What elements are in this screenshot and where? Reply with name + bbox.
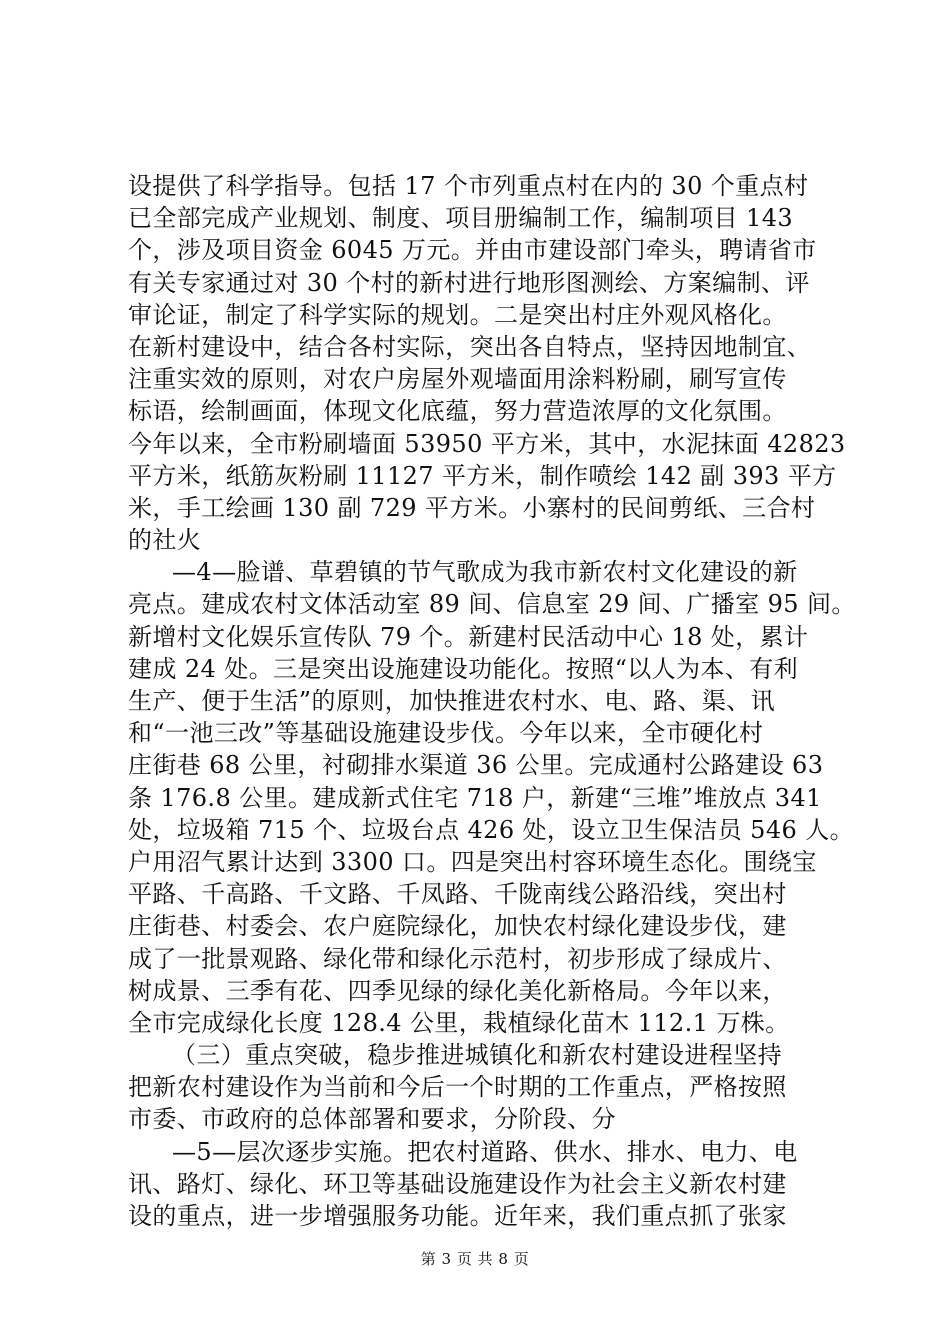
text-line: 标语，绘制画面，体现文化底蕴，努力营造浓厚的文化氛围。 xyxy=(128,397,787,426)
text-line: 讯、路灯、绿化、环卫等基础设施建设作为社会主义新农村建 xyxy=(128,1169,787,1198)
text-line: 设提供了科学指导。包括 17 个市列重点村在内的 30 个重点村 xyxy=(128,172,809,200)
text-line: 新增村文化娱乐宣传队 79 个。新建村民活动中心 18 处，累计 xyxy=(128,622,809,651)
section-heading-line: （三）重点突破，稳步推进城镇化和新农村建设进程坚持 xyxy=(172,1041,782,1070)
text-line: 成了一批景观路、绿化带和绿化示范村，初步形成了绿成片、 xyxy=(128,944,787,973)
text-line: 生产、便于生活”的原则，加快推进农村水、电、路、渠、讯 xyxy=(128,687,776,715)
text-line: 有关专家通过对 30 个村的新村进行地形图测绘、方案编制、评 xyxy=(128,268,810,297)
text-line: 处，垃圾箱 715 个、垃圾台点 426 处，设立卫生保洁员 546 人。 xyxy=(128,815,854,844)
text-line: 个，涉及项目资金 6045 万元。并由市建设部门牵头，聘请省市 xyxy=(128,236,817,265)
text-line: 在新村建设中，结合各村实际，突出各自特点，坚持因地制宜、 xyxy=(128,332,812,361)
text-line: 庄街巷、村委会、农户庭院绿化，加快农村绿化建设步伐，建 xyxy=(128,912,787,941)
page-number-footer: 第 3 页 共 8 页 xyxy=(420,1250,530,1268)
text-line: 全市完成绿化长度 128.4 公里，栽植绿化苗木 112.1 万株。 xyxy=(128,1008,790,1037)
text-line: 注重实效的原则，对农户房屋外观墙面用涂料粉刷，刷写宣传 xyxy=(128,365,787,394)
text-line: 庄街巷 68 公里，衬砌排水渠道 36 公里。完成通村公路建设 63 xyxy=(128,751,824,780)
text-line: 户用沼气累计达到 3300 口。四是突出村容环境生态化。围绕宝 xyxy=(128,847,817,876)
text-line: 亮点。建成农村文体活动室 89 间、信息室 29 间、广播室 95 间。 xyxy=(128,590,856,619)
text-line: 建成 24 处。三是突出设施建设功能化。按照“以人为本、有利 xyxy=(128,654,799,683)
text-line: 平路、千高路、千文路、千凤路、千陇南线公路沿线，突出村 xyxy=(128,880,787,909)
page-marker-line: —5—层次逐步实施。把农村道路、供水、排水、电力、电 xyxy=(172,1137,798,1166)
text-line: 平方米，纸筋灰粉刷 11127 平方米，制作喷绘 142 副 393 平方 xyxy=(128,461,837,490)
text-line: 和“一池三改”等基础设施建设步伐。今年以来，全市硬化村 xyxy=(128,719,764,748)
page-marker-line: —4—脸谱、草碧镇的节气歌成为我市新农村文化建设的新 xyxy=(172,558,798,587)
text-line: 米，手工绘画 130 副 729 平方米。小寨村的民间剪纸、三合村 xyxy=(128,493,816,522)
text-line: 今年以来，全市粉刷墙面 53950 平方米，其中，水泥抹面 42823 xyxy=(128,429,846,458)
body-text xyxy=(128,170,856,1232)
text-line: 把新农村建设作为当前和今后一个时期的工作重点，严格按照 xyxy=(128,1073,787,1102)
text-line: 的社火 xyxy=(128,526,202,555)
text-line: 条 176.8 公里。建成新式住宅 718 户，新建“三堆”堆放点 341 xyxy=(128,783,822,812)
text-line: 已全部完成产业规划、制度、项目册编制工作，编制项目 143 xyxy=(128,204,794,233)
text-line: 树成景、三季有花、四季见绿的绿化美化新格局。今年以来， xyxy=(128,976,787,1005)
text-line: 市委、市政府的总体部署和要求，分阶段、分 xyxy=(128,1105,616,1134)
text-line: 设的重点，进一步增强服务功能。近年来，我们重点抓了张家 xyxy=(128,1202,787,1230)
text-line: 审论证，制定了科学实际的规划。二是突出村庄外观风格化。 xyxy=(128,300,787,329)
